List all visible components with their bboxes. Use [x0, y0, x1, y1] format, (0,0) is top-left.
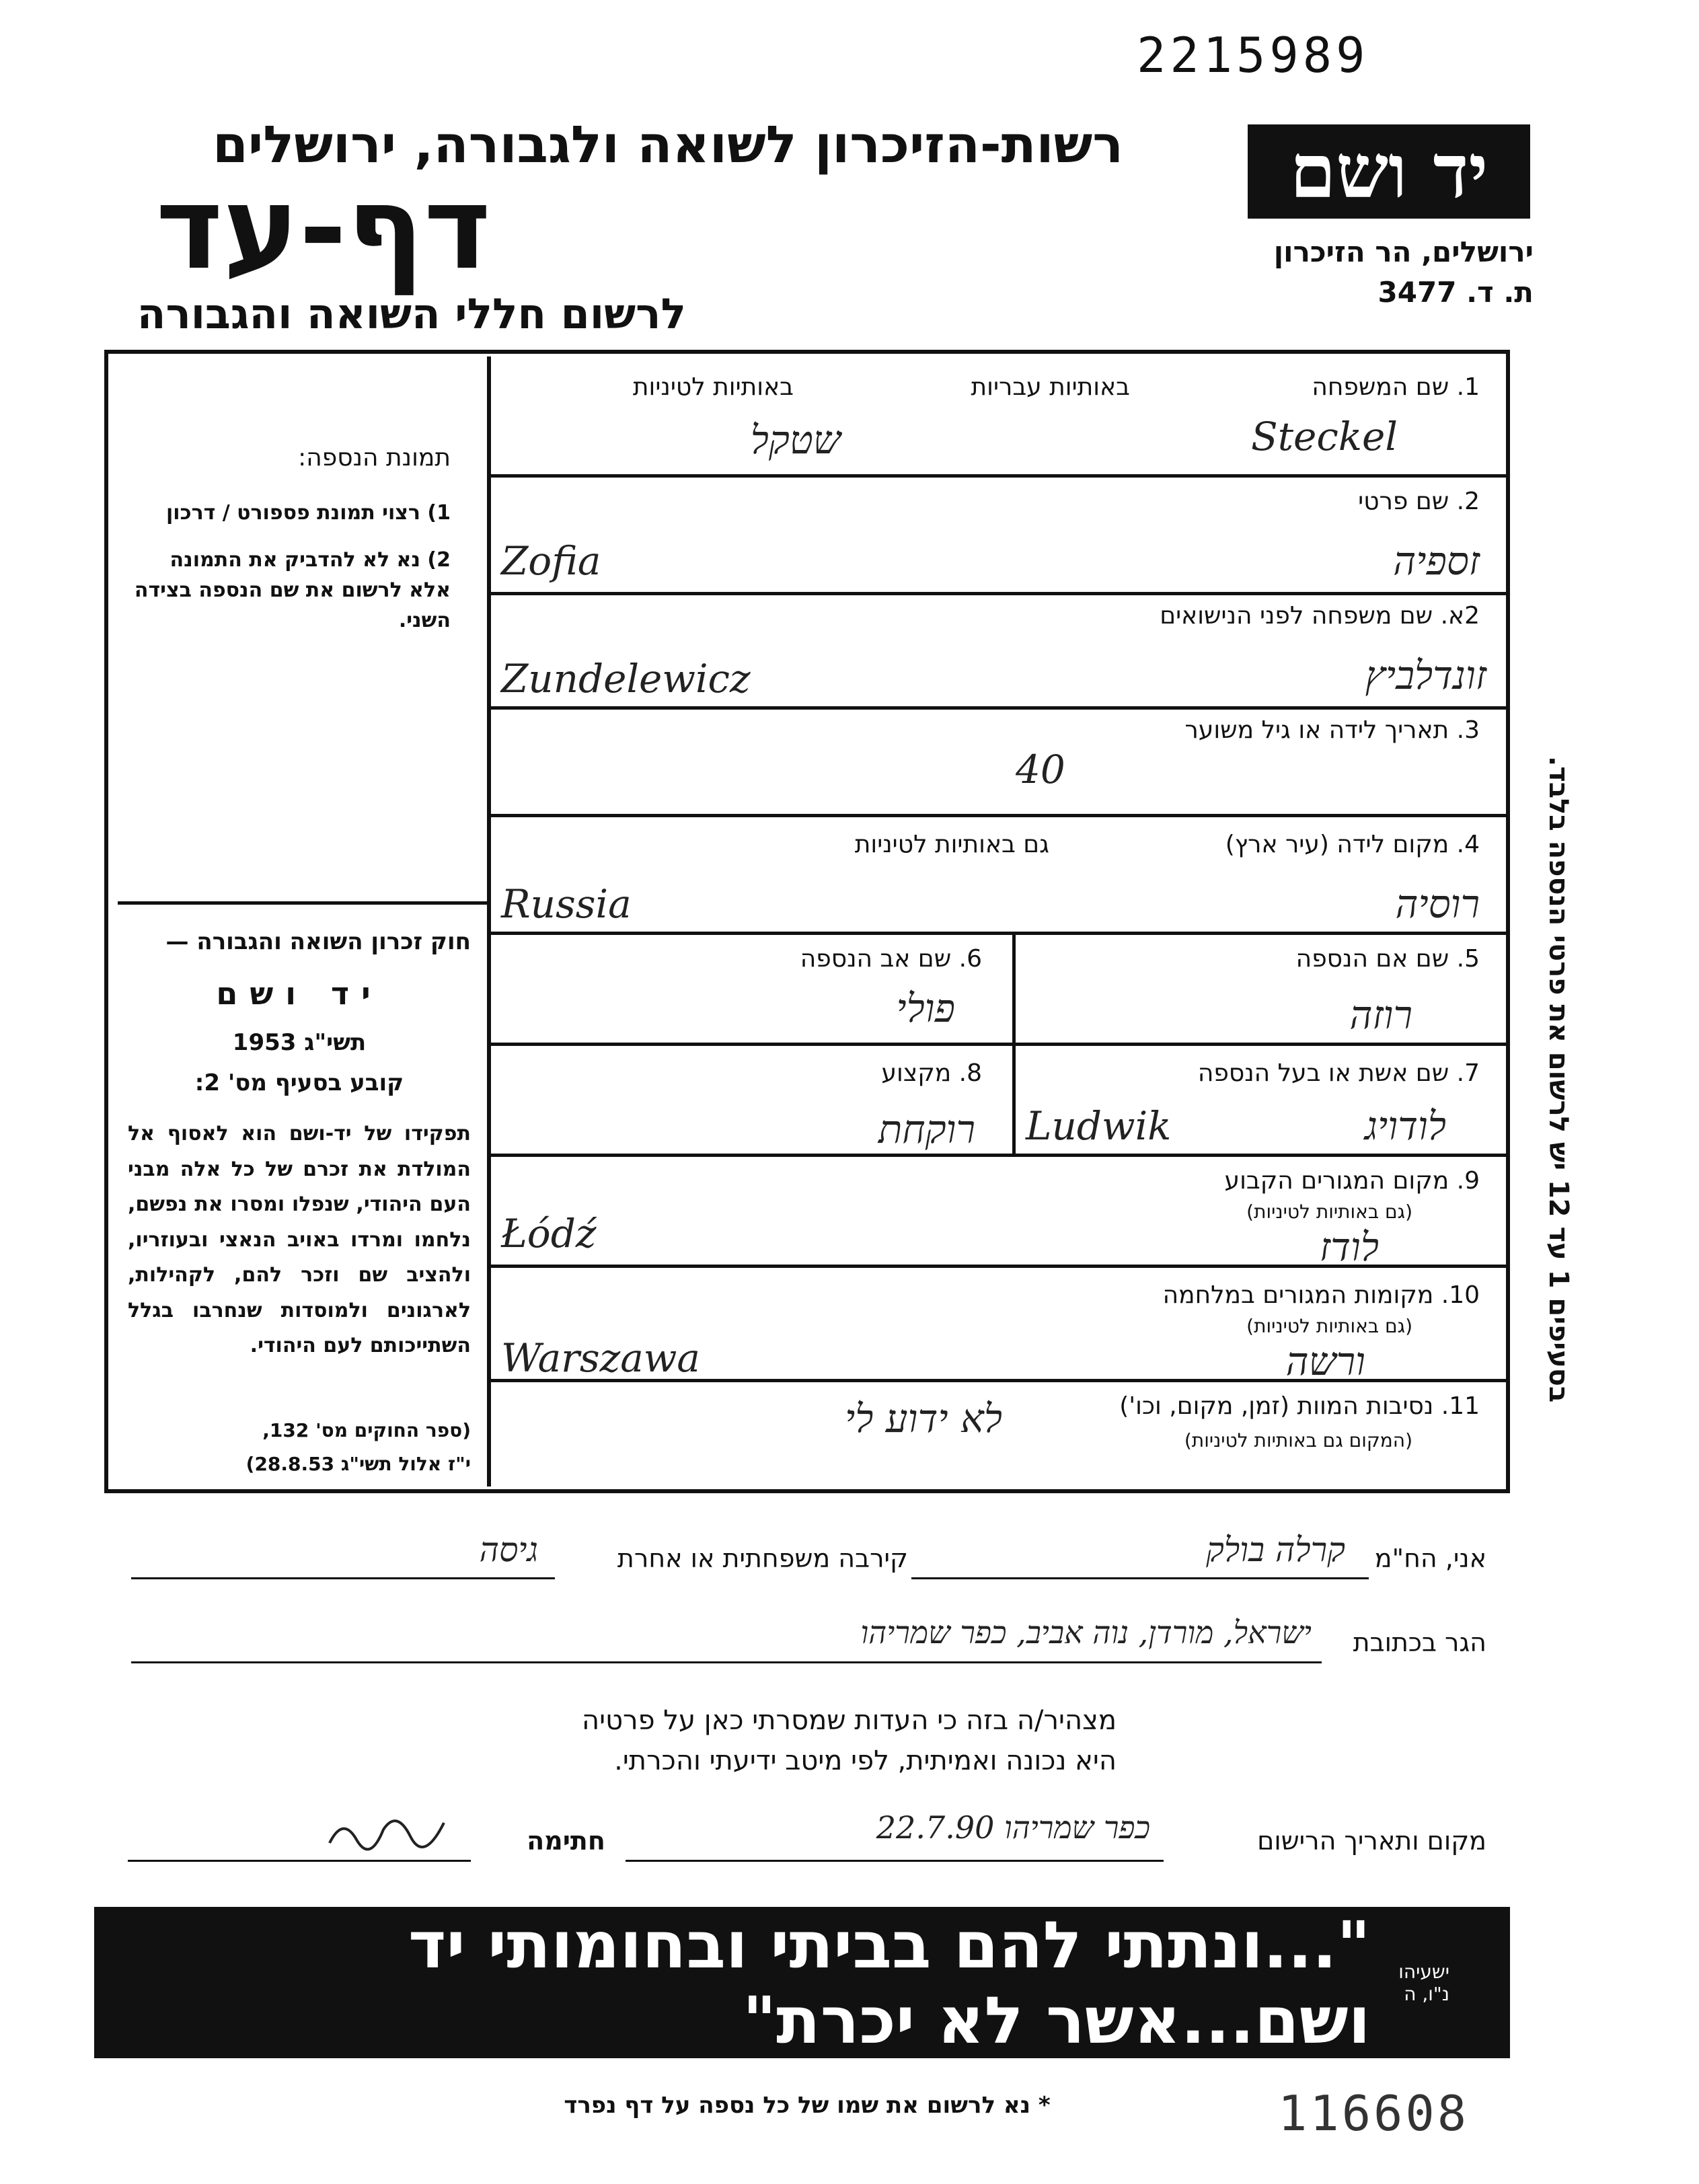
field-6-father-name: פולי	[896, 985, 955, 1031]
signature-line	[128, 1860, 471, 1862]
law-text: תפקידו של יד-ושם הוא לאסוף אל המולדת את זכרם של כל אלה מבני העם היהודי, שנפלו ומסרו את נפשם, נלחמו ומרדו באויב הנאצי ובעוזריו, ולהציב שם וזכר להם, לקהילות, לארגונים ולמוסדות שנחרבו בגלל השתייכותם לעם היהודי.	[128, 1122, 471, 1357]
field-9-label: 9. מקום המגורים הקבוע	[1224, 1167, 1480, 1195]
field-2-firstname-hebrew: זספיה	[1393, 538, 1480, 584]
field-8-profession: רוקחת	[878, 1106, 975, 1152]
address-label: הגר בכתובת	[1353, 1628, 1486, 1657]
relation-value: גיסה	[479, 1530, 538, 1569]
field-1-surname-hebrew: שטקל	[750, 417, 841, 463]
left-panel-divider	[118, 901, 488, 905]
footnote: * נא לרשום את שמו של כל נספה על דף נפרד	[564, 2092, 1051, 2119]
row-divider-7	[491, 1043, 1510, 1046]
photo-note-2: 2) נא לא להדביק את התמונה אלא לרשום את שם הנספה בצידה השני.	[134, 548, 451, 632]
photo-title: תמונת הנספה:	[298, 444, 451, 472]
field-6-label: 6. שם אב הנספה	[800, 945, 982, 973]
field-7-label: 7. שם אשת או בעל הנספה	[1197, 1059, 1480, 1087]
declaration-statement-1: מצהיר/ה בזה כי העדות שמסרתי כאן על פרטיה	[582, 1705, 1117, 1736]
field-10-label: 10. מקומות המגורים במלחמה	[1162, 1281, 1480, 1309]
law-name: יד ושם	[216, 975, 383, 1012]
row-divider-5	[491, 932, 1510, 935]
declarant-label: אני, הח"מ	[1374, 1544, 1486, 1573]
row-divider-2a	[491, 592, 1510, 595]
form-subtitle: לרשום חללי השואה והגבורה	[137, 289, 686, 338]
row-divider-9	[491, 1154, 1510, 1157]
field-5-mother-name: רוזה	[1349, 992, 1412, 1038]
field-3-age: 40	[1016, 747, 1065, 792]
signature-label: חתימה	[527, 1826, 605, 1856]
relation-label: קירבה משפחתית או אחרת	[617, 1544, 908, 1573]
declarant-line	[911, 1577, 1369, 1579]
logo-address: ירושלים, הר הזיכרון	[1273, 235, 1534, 268]
field-10-note: (גם באותיות לטיניות)	[1246, 1315, 1412, 1337]
field-4-birthplace-hebrew: רוסיה	[1395, 881, 1480, 927]
field-1-label: 1. שם המשפחה	[1312, 373, 1480, 401]
row-divider-4	[491, 814, 1510, 817]
field-3-label: 3. תאריך לידה או גיל משוער	[1184, 716, 1480, 744]
form-title: דף-עד	[155, 162, 491, 295]
field-4-birthplace-latin: Russia	[501, 881, 632, 927]
document-number-bottom: 116608	[1278, 2085, 1470, 2142]
field-4-label: 4. מקום לידה (עיר ארץ)	[1225, 831, 1480, 858]
address-value: ישראל, מורדן, נוה אביב, כפר שמריהו	[860, 1614, 1312, 1651]
field-2-label: 2. שם פרטי	[1358, 488, 1480, 515]
field-9-residence-hebrew: לודז	[1319, 1224, 1379, 1270]
field-11-label: 11. נסיבות המוות (זמן, מקום, וכו')	[1119, 1392, 1480, 1420]
field-1-surname-latin: Steckel	[1251, 414, 1398, 459]
signature-mark	[323, 1803, 457, 1856]
side-instruction-note: בסעיפים 1 עד 12 יש לרשום את פרטי הנספה בלבד.	[1543, 756, 1574, 1403]
yad-vashem-logo: יד ושם	[1248, 124, 1530, 219]
law-reference-2: י"ז אלול תשי"ג 28.8.53)	[246, 1453, 471, 1475]
law-title: חוק זכרון השואה והגבורה —	[165, 928, 471, 955]
field-2a-maiden-latin: Zundelewicz	[501, 656, 751, 702]
field-2a-maiden-hebrew: זונדלביץ	[1365, 652, 1486, 698]
law-reference-1: (ספר החוקים מס' 132,	[262, 1419, 471, 1441]
hebrew-letters-label: באותיות עבריות	[971, 373, 1130, 401]
field-7-spouse-latin: Ludwik	[1026, 1103, 1172, 1149]
field-11-note: (המקום גם באותיות לטיניות)	[1184, 1429, 1412, 1452]
field-2a-label: 2א. שם משפחה לפני הנישואים	[1160, 602, 1480, 630]
row-divider-3	[491, 706, 1510, 710]
relation-line	[131, 1577, 555, 1579]
row-divider-2	[491, 474, 1510, 478]
document-number-top: 2215989	[1137, 27, 1369, 83]
field-9-residence-latin: Łódź	[501, 1211, 597, 1256]
authority-title: רשות-הזיכרון לשואה ולגבורה, ירושלים	[213, 114, 1123, 174]
field-11-circumstances: לא ידוע לי	[845, 1396, 1002, 1441]
law-year: תשי"ג 1953	[232, 1029, 367, 1056]
field-9-note: (גם באותיות לטיניות)	[1246, 1201, 1412, 1223]
banner-quote: "...ונתתי להם בביתי ובחומותי יד ושם...אשר לא יכרת"	[408, 1907, 1371, 2058]
latin-letters-label: באותיות לטיניות	[632, 373, 794, 401]
banner-source: ישעיהו נ"ו, ה	[1398, 1960, 1449, 2005]
field-5-label: 5. שם אם הנספה	[1295, 945, 1480, 973]
place-date-line	[626, 1860, 1164, 1862]
quote-banner	[94, 1907, 1510, 2058]
field-2-firstname-latin: Zofia	[501, 538, 601, 584]
address-line	[131, 1661, 1322, 1663]
declaration-statement-2: היא נכונה ואמיתית, לפי מיטב ידיעתי והכרתי.	[614, 1745, 1117, 1776]
photo-note-1: 1) רצוי תמונת פספורט / דרכון	[165, 501, 451, 525]
field-10-wartime-latin: Warszawa	[501, 1335, 701, 1381]
logo-pobox: ת. ד. 3477	[1377, 276, 1534, 309]
field-10-wartime-hebrew: ורשה	[1285, 1339, 1365, 1384]
place-date-label: מקום ותאריך הרישום	[1257, 1826, 1486, 1856]
place-date-value: כפר שמריהו 22.7.90	[876, 1809, 1150, 1846]
law-clause: קובע בסעיף מס' 2:	[194, 1069, 404, 1096]
field-4-latin-note: גם באותיות לטיניות	[854, 831, 1049, 858]
col-split-5-6	[1012, 935, 1016, 1043]
field-7-spouse-hebrew: לודויג	[1364, 1103, 1446, 1149]
declarant-name: קרלה בולק	[1206, 1530, 1345, 1569]
field-8-label: 8. מקצוע	[881, 1059, 982, 1087]
